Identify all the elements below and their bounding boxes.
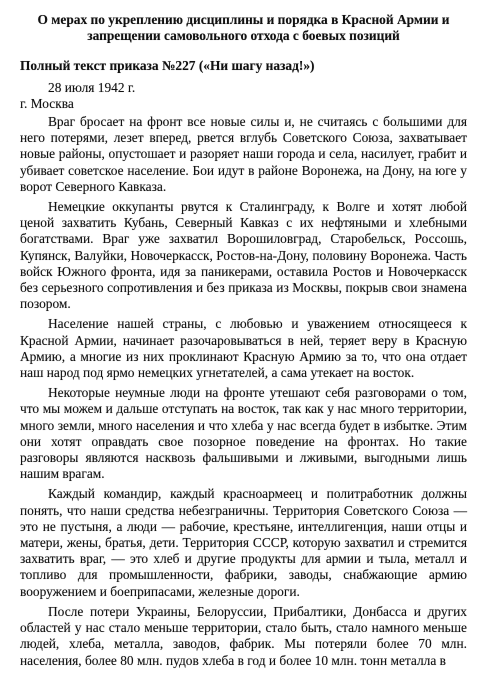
paragraph: Немецкие оккупанты рвутся к Сталинграду, к Волге и хотят любой ценой захватить Кубань, Северный Кавказ с их нефтяными и хлебными богатствами. Враг уже захватил Ворошиловград, Старобельск, Россошь, Купянск, Валуйки, Новочеркасск, Ростов-на-Дону, половину Воронежа. Часть войск Южного фронта, идя за паникерами, оставила Ростов и Новочеркасск без серьезного сопротивления и без приказа из Москвы, покрыв свои знамена позором. — [20, 199, 467, 312]
paragraph: Враг бросает на фронт все новые силы и, не считаясь с большими для него потерями, лезет вперед, рвется вглубь Советского Союза, захватывает новые районы, опустошает и разоряет наши города и села, насилует, грабит и убивает советское население. Бои идут в районе Воронежа, на Дону, на юге у ворот Северного Кавказа. — [20, 114, 467, 194]
paragraph: Некоторые неумные люди на фронте утешают себя разговорами о том, что мы можем и дальше отступать на восток, так как у нас много территории, много земли, много населения и что хлеба у нас всегда будет в избытке. Этим они хотят оправдать свое позорное поведение на фронтах. Но такие разговоры являются насквозь фальшивыми и лживыми, выгодными лишь нашим врагам. — [20, 385, 467, 482]
paragraph: Население нашей страны, с любовью и уважением относящееся к Красной Армии, начинает разочаровываться в ней, теряет веру в Красную Армию, а многие из них проклинают Красную Армию за то, что она отдает наш народ под ярмо немецких угнетателей, а сама утекает на восток. — [20, 316, 467, 381]
document-date: 28 июля 1942 г. — [48, 80, 136, 95]
paragraph: После потери Украины, Белоруссии, Прибалтики, Донбасса и других областей у нас стало меньше территории, стало быть, стало намного меньше людей, хлеба, металла, заводов, фабрик. Мы потеряли более 70 млн. населения, более 80 млн. пудов хлеба в год и более 10 млн. тонн металла в — [20, 603, 467, 668]
document-subtitle: Полный текст приказа №227 («Ни шагу назад!») — [20, 58, 315, 73]
document-title: О мерах по укреплению дисциплины и порядка в Красной Армии и запрещении самовольного отхода с боевых позиций — [37, 12, 450, 43]
paragraph: Каждый командир, каждый красноармеец и политработник должны понять, что наши средства небезграничны. Территория Советского Союза — это не пустыня, а люди — рабочие, крестьяне, интеллигенция, наши отцы и матери, жены, братья, дети. Территория СССР, которую захватил и стремится захватить враг, — это хлеб и другие продукты для армии и тыла, металл и топливо для промышленности, фабрики, заводы, снабжающие армию вооружением и боеприпасами, железные дороги. — [20, 486, 467, 599]
document-place: г. Москва — [20, 96, 74, 111]
